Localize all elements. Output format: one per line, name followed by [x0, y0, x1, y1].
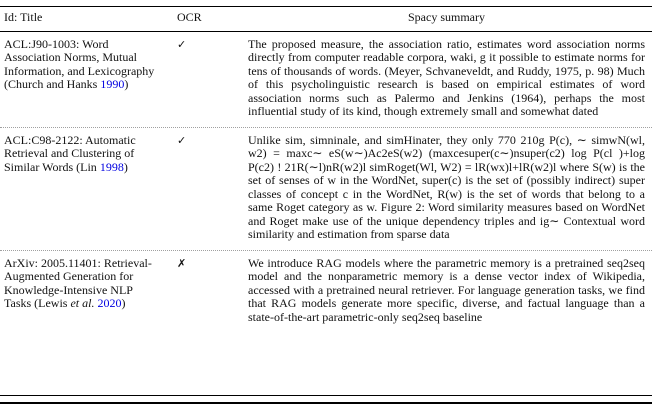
- ocr-check-icon: ✓: [177, 133, 187, 147]
- ocr-status-cell: [172, 134, 248, 242]
- spacy-summary-text: Unlike sim, simninale, and simHinater, they only 770 210g P(c), ∼ simwN(wl, w2) = maxc∼ eS(w∼)Ac2eS(w2) (maxcesuper(c∼)nsuper(c2) log P(cl )+log P(c2) ! 21R(∼l)nR(w2)l simRoget(Wl, W2) = lR(wx)l+lR(w2)l where S(w) is the set of senses of w in the WordNet, super(c) is the set of (possibly indirect) super classes of concept c in the WordNet, R(w) is the set of words that belong to a same Roget category as w. Figure 2: Word similarity measures based on WordNet and Roget make use of the unique dependency triples and ig∼ Contextual word similarity and estimation from sparse data: [248, 132, 645, 241]
- ocr-check-icon: ✓: [177, 37, 187, 51]
- citation-year-link[interactable]: 1998: [99, 159, 124, 174]
- paper-title-text: ArXiv: 2005.11401: Retrieval-Augmented Generation for Knowledge-Intensive NLP Tasks (Lewis: [4, 255, 152, 310]
- table-row: [0, 127, 652, 250]
- spacy-summary-text: The proposed measure, the association ratio, estimates word association norms directly from computer readable corpora, waki, g it possible to estimate norms for tens of thousands of words. (Meyer, Schvaneveldt, and Ruddy, 1975, p. 98) Much of this psycholinguistic research is based on empirical estimates of word association norms such as Palermo and Jenkins (1964), perhaps the most influential study of its kind, though extremely small and somewhat dated: [248, 36, 645, 118]
- table-row: [0, 250, 652, 333]
- table-header-row: [0, 7, 652, 32]
- paper-title-close: ): [124, 77, 129, 91]
- paper-id-title: [0, 134, 172, 242]
- paper-title-text: ACL:C98-2122: Automatic Retrieval and Clustering of Similar Words (Lin: [4, 132, 136, 174]
- paper-title-close: ): [123, 159, 128, 174]
- table-bottom-spacer: [0, 332, 652, 395]
- paper-title-etal: et al.: [70, 296, 95, 310]
- ocr-status-cell: [172, 257, 248, 325]
- paper-title-text: ACL:J90-1003: Word Association Norms, Mutual Information, and Lexicography (Church and Hanks: [4, 36, 155, 91]
- header-id-title: Id: Title: [4, 10, 43, 24]
- header-spacy-summary: Spacy summary: [408, 10, 485, 24]
- paper-title-close: ): [121, 296, 126, 310]
- citation-year-link[interactable]: 1990: [100, 77, 125, 91]
- paper-id-title: [0, 257, 172, 325]
- citation-year-link[interactable]: 2020: [97, 296, 122, 310]
- table-bottom-rule: [0, 395, 652, 396]
- ocr-cross-icon: ✗: [177, 256, 187, 270]
- table-row: [0, 32, 652, 127]
- header-ocr: OCR: [177, 10, 202, 24]
- spacy-summary-text: We introduce RAG models where the parametric memory is a pretrained seq2seq model and the nonparametric memory is a dense vector index of Wikipedia, accessed with a pretrained neural retriever. For language generation tasks, we find that RAG models generate more specific, diverse, and factual language than a state-of-the-art parametric-only seq2seq baseline: [248, 255, 645, 324]
- ocr-status-cell: [172, 38, 248, 119]
- paper-id-title: [0, 38, 172, 119]
